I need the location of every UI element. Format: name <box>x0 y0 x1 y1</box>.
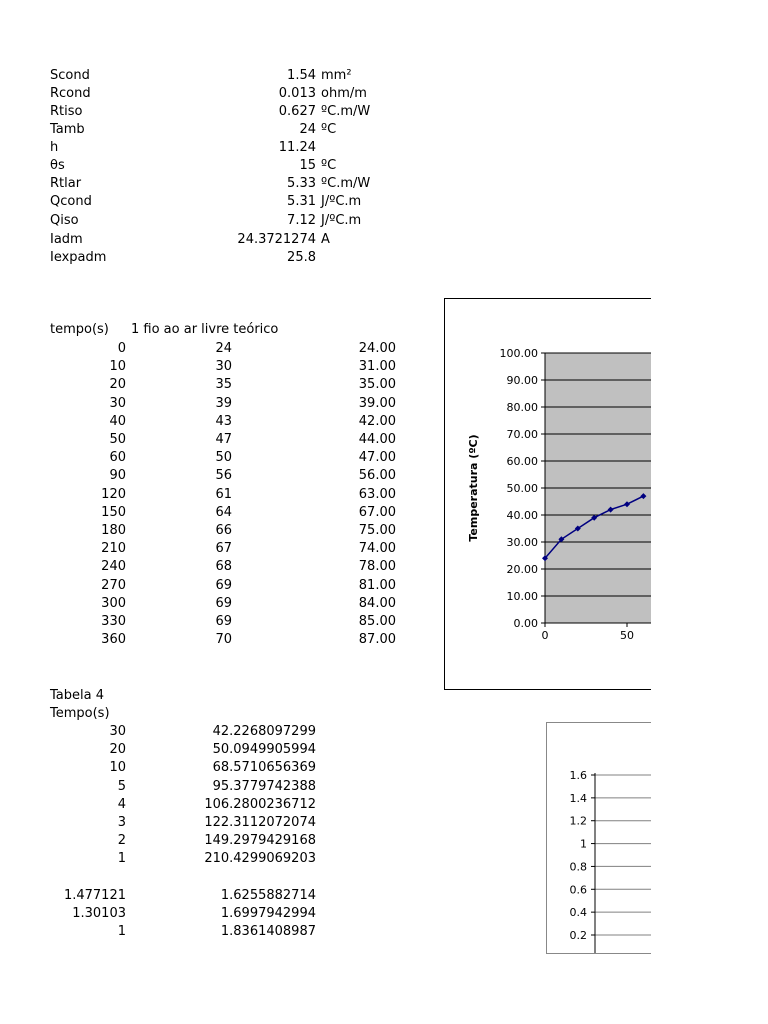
theoretical-cell: 44.00 <box>358 432 396 447</box>
theoretical-cell: 42.00 <box>358 413 396 429</box>
y-tick-label: 40.00 <box>506 509 538 522</box>
param-name: Iadm <box>50 232 83 247</box>
table-row <box>0 596 420 614</box>
y-tick-label: 0.6 <box>569 883 587 897</box>
theoretical-cell: 85.00 <box>358 614 396 629</box>
x-cell: 1 <box>117 851 126 867</box>
theoretical-cell: 56.00 <box>358 468 396 484</box>
time-cell: 60 <box>109 450 126 466</box>
time-cell: 30 <box>109 395 126 411</box>
measured-cell: 70 <box>215 632 232 648</box>
param-value: 7.12 <box>287 213 316 228</box>
measured-cell: 47 <box>215 432 232 447</box>
time-cell: 40 <box>109 413 126 429</box>
table-row <box>0 414 420 432</box>
measured-cell: 39 <box>215 395 232 411</box>
time-cell: 150 <box>101 504 126 520</box>
x-cell: 30 <box>109 724 126 739</box>
y-tick-label: 70.00 <box>506 428 538 441</box>
table-row <box>0 578 420 596</box>
table4-log-values <box>0 888 420 948</box>
table1 <box>0 341 420 661</box>
table-row <box>0 797 420 815</box>
measured-cell: 43 <box>215 413 232 429</box>
measured-cell: 67 <box>215 541 232 557</box>
table-row <box>0 450 420 468</box>
theoretical-cell: 84.00 <box>358 595 396 611</box>
table-row <box>0 632 420 650</box>
table-row <box>0 505 420 523</box>
param-value: 24.3721274 <box>237 232 316 247</box>
y-cell: 42.2268097299 <box>212 724 316 739</box>
x-cell: 20 <box>109 742 126 758</box>
table-row <box>0 523 420 541</box>
param-name: Scond <box>50 68 90 83</box>
y-tick-label: 0.2 <box>569 929 587 942</box>
table-row <box>0 851 420 869</box>
param-unit: J/ºC.m <box>321 213 362 228</box>
theoretical-cell: 24.00 <box>358 341 396 356</box>
y-tick-label: 80.00 <box>506 401 538 414</box>
theoretical-cell: 63.00 <box>358 486 396 502</box>
time-cell: 90 <box>109 468 126 484</box>
measured-cell: 61 <box>215 486 232 502</box>
table-row <box>0 541 420 559</box>
time-cell: 20 <box>109 377 126 393</box>
y-cell: 68.5710656369 <box>212 760 316 776</box>
param-name: h <box>50 140 59 155</box>
measured-cell: 30 <box>215 359 232 375</box>
param-unit: J/ºC.m <box>321 194 362 209</box>
time-cell: 330 <box>101 614 126 629</box>
y-cell: 210.4299069203 <box>204 851 316 867</box>
y-tick-label: 100.00 <box>499 347 538 360</box>
table-row <box>0 396 420 414</box>
table-row <box>0 906 420 924</box>
param-name: Rtlar <box>50 176 82 191</box>
theoretical-cell: 39.00 <box>358 395 396 411</box>
time-cell: 180 <box>101 523 126 538</box>
param-value: 1.54 <box>287 68 316 83</box>
theoretical-cell: 31.00 <box>358 359 396 375</box>
theoretical-cell: 87.00 <box>358 632 396 648</box>
y-tick-label: 90.00 <box>506 374 538 387</box>
measured-cell: 24 <box>215 341 232 356</box>
param-unit: mm² <box>321 68 352 83</box>
log-chart-svg <box>547 723 651 953</box>
x-cell: 4 <box>117 796 126 812</box>
table-row <box>0 833 420 851</box>
table-row <box>0 377 420 395</box>
theoretical-cell: 67.00 <box>358 504 396 520</box>
table-row <box>0 924 420 942</box>
table4-header: Tempo(s) <box>50 706 110 721</box>
x-tick-label: 50 <box>620 629 634 642</box>
param-value: 15 <box>299 158 316 173</box>
table-row <box>0 742 420 760</box>
table-row <box>0 468 420 486</box>
table-row <box>0 724 420 742</box>
param-value: 11.24 <box>278 140 316 155</box>
theoretical-cell: 47.00 <box>358 450 396 466</box>
y-tick-label: 0.00 <box>513 617 538 630</box>
time-cell: 210 <box>101 541 126 557</box>
time-cell: 360 <box>101 632 126 648</box>
y-cell: 1.8361408987 <box>220 924 316 940</box>
y-cell: 149.2979429168 <box>204 833 316 849</box>
theoretical-cell: 74.00 <box>358 541 396 557</box>
param-unit: ºC <box>321 122 337 137</box>
theoretical-cell: 81.00 <box>358 577 396 593</box>
param-name: θs <box>50 158 65 173</box>
param-value: 25.8 <box>287 250 316 265</box>
param-unit: ºC.m/W <box>321 176 371 191</box>
table-row <box>0 815 420 833</box>
time-cell: 270 <box>101 577 126 593</box>
x-cell: 3 <box>117 815 126 830</box>
y-cell: 95.3779742388 <box>212 778 316 794</box>
measured-cell: 64 <box>215 504 232 520</box>
y-cell: 122.3112072074 <box>204 815 316 830</box>
temperature-chart <box>444 298 651 690</box>
y-cell: 50.0949905994 <box>212 742 316 758</box>
y-tick-label: 20.00 <box>506 563 538 576</box>
y-tick-label: 1.6 <box>569 769 587 782</box>
table1-header-series: 1 fio ao ar livre teórico <box>131 322 279 337</box>
table-row <box>0 341 420 359</box>
x-cell: 10 <box>109 760 126 776</box>
table-row <box>0 888 420 906</box>
time-cell: 240 <box>101 559 126 575</box>
table4 <box>0 724 420 874</box>
measured-cell: 69 <box>215 595 232 611</box>
measured-cell: 35 <box>215 377 232 393</box>
measured-cell: 66 <box>215 523 232 538</box>
param-name: Qcond <box>50 194 92 209</box>
y-tick-label: 1.2 <box>569 814 587 828</box>
param-value: 5.33 <box>287 176 316 191</box>
time-cell: 120 <box>101 486 126 502</box>
table-row <box>0 614 420 632</box>
y-tick-label: 0.8 <box>569 860 587 874</box>
y-tick-label: 0.4 <box>569 906 587 920</box>
x-cell: 2 <box>117 833 126 849</box>
x-cell: 1.477121 <box>63 888 126 903</box>
x-tick-label: 0 <box>541 629 549 642</box>
table-row <box>0 760 420 778</box>
table-row <box>0 432 420 450</box>
time-cell: 10 <box>109 359 126 375</box>
time-cell: 300 <box>101 595 126 611</box>
table-row <box>0 359 420 377</box>
y-axis-label: Temperatura (ºC) <box>467 434 480 542</box>
param-name: Qiso <box>50 213 79 228</box>
param-value: 0.013 <box>278 86 316 101</box>
measured-cell: 69 <box>215 614 232 629</box>
y-tick-label: 1.4 <box>569 791 587 805</box>
measured-cell: 56 <box>215 468 232 484</box>
param-name: Rcond <box>50 86 91 101</box>
param-name: Iexpadm <box>50 250 107 265</box>
y-tick-label: 60.00 <box>506 455 538 468</box>
temperature-chart-svg <box>445 299 651 689</box>
time-cell: 50 <box>109 432 126 447</box>
measured-cell: 69 <box>215 577 232 593</box>
param-unit: ohm/m <box>321 86 367 101</box>
param-name: Rtiso <box>50 104 83 119</box>
param-value: 24 <box>299 122 316 137</box>
y-cell: 106.2800236712 <box>204 796 316 812</box>
y-tick-label: 10.00 <box>506 590 538 603</box>
param-value: 5.31 <box>287 194 316 209</box>
y-tick-label: 50.00 <box>506 482 538 495</box>
y-tick-label: 30.00 <box>506 536 538 549</box>
theoretical-cell: 78.00 <box>358 559 396 575</box>
y-cell: 1.6997942994 <box>220 906 316 922</box>
time-cell: 0 <box>117 341 126 356</box>
table-row <box>0 779 420 797</box>
measured-cell: 68 <box>215 559 232 575</box>
param-name: Tamb <box>50 122 85 137</box>
theoretical-cell: 35.00 <box>358 377 396 393</box>
x-cell: 5 <box>117 778 126 794</box>
x-cell: 1 <box>117 924 126 940</box>
log-chart <box>546 722 651 954</box>
measured-cell: 50 <box>215 450 232 466</box>
table4-title: Tabela 4 <box>50 688 104 703</box>
table-row <box>0 559 420 577</box>
y-tick-label: 1 <box>580 837 587 851</box>
table-row <box>0 487 420 505</box>
param-unit: A <box>321 232 330 247</box>
param-unit: ºC <box>321 158 337 173</box>
x-cell: 1.30103 <box>72 906 126 922</box>
param-unit: ºC.m/W <box>321 104 371 119</box>
y-cell: 1.6255882714 <box>220 888 316 903</box>
theoretical-cell: 75.00 <box>358 523 396 538</box>
param-value: 0.627 <box>278 104 316 119</box>
table1-header-time: tempo(s) <box>50 322 109 337</box>
